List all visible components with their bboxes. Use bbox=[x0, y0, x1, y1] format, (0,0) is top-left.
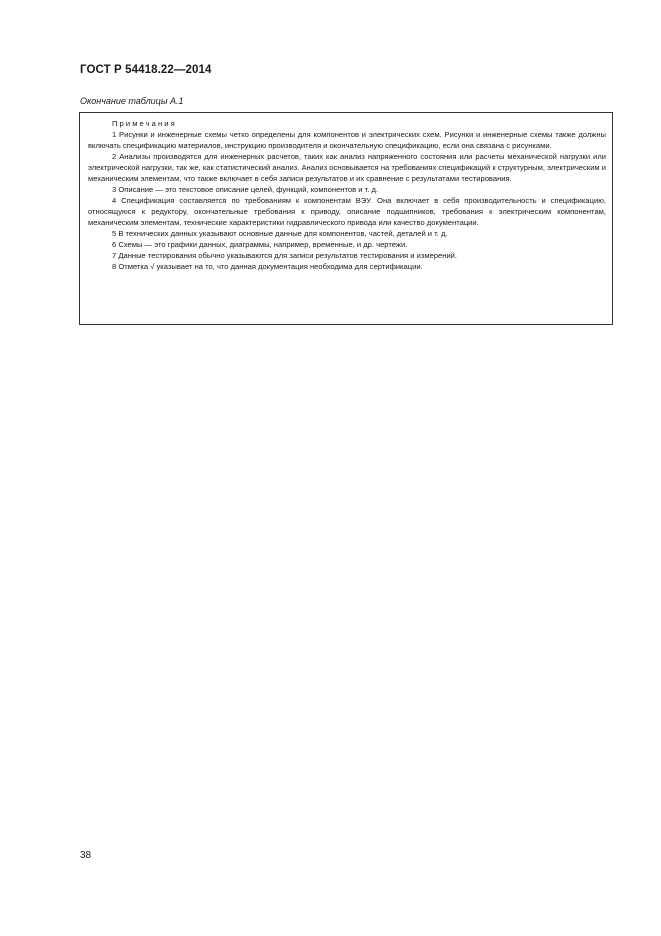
notes-box bbox=[79, 112, 613, 325]
note-8: 8 Отметка √ указывает на то, что данная документация необходима для сертификации. bbox=[112, 262, 423, 271]
document-id: ГОСТ Р 54418.22—2014 bbox=[80, 64, 212, 76]
table-caption: Окончание таблицы А.1 bbox=[80, 96, 184, 106]
page-number: 38 bbox=[80, 850, 92, 861]
note-4: 4 Спецификация составляется по требованиям к компонентам ВЭУ. Она включает в себя производительность и спецификацию, относящуюся к редуктору, окончательные требования к приводу, описание подшипников, требования к электрическим компонентам, механическим элементам, технические характеристики гидравлического привода или качество документации. bbox=[88, 196, 606, 227]
note-2: 2 Анализы производятся для инженерных расчетов, таких как анализ напряженного состояния или расчеты механической нагрузки или электрической нагрузки, так же, как статистический анализ. Анализ основывается на требованиях спецификаций к структурным, электрическим и механическим элементам, что также включает в себя записи результатов и их сравнение с результатами тестирования. bbox=[88, 152, 606, 183]
notes-title: Примечания bbox=[112, 119, 177, 128]
note-3: 3 Описание — это текстовое описание целей, функций, компонентов и т. д. bbox=[112, 185, 379, 194]
note-6: 6 Схемы — это графики данных, диаграммы, например, временные, и др. чертежи. bbox=[112, 240, 408, 249]
note-1: 1 Рисунки и инженерные схемы четко определены для компонентов и электрических схем. Рисунки и инженерные схемы также должны включать спецификацию материалов, инструкцию производителя и окончательную спецификацию, если она связана с рисунками. bbox=[88, 130, 606, 150]
note-5: 5 В технических данных указывают основные данные для компонентов, частей, деталей и т. д. bbox=[112, 229, 448, 238]
note-7: 7 Данные тестирования обычно указываются для записи результатов тестирования и измерений. bbox=[112, 251, 458, 260]
